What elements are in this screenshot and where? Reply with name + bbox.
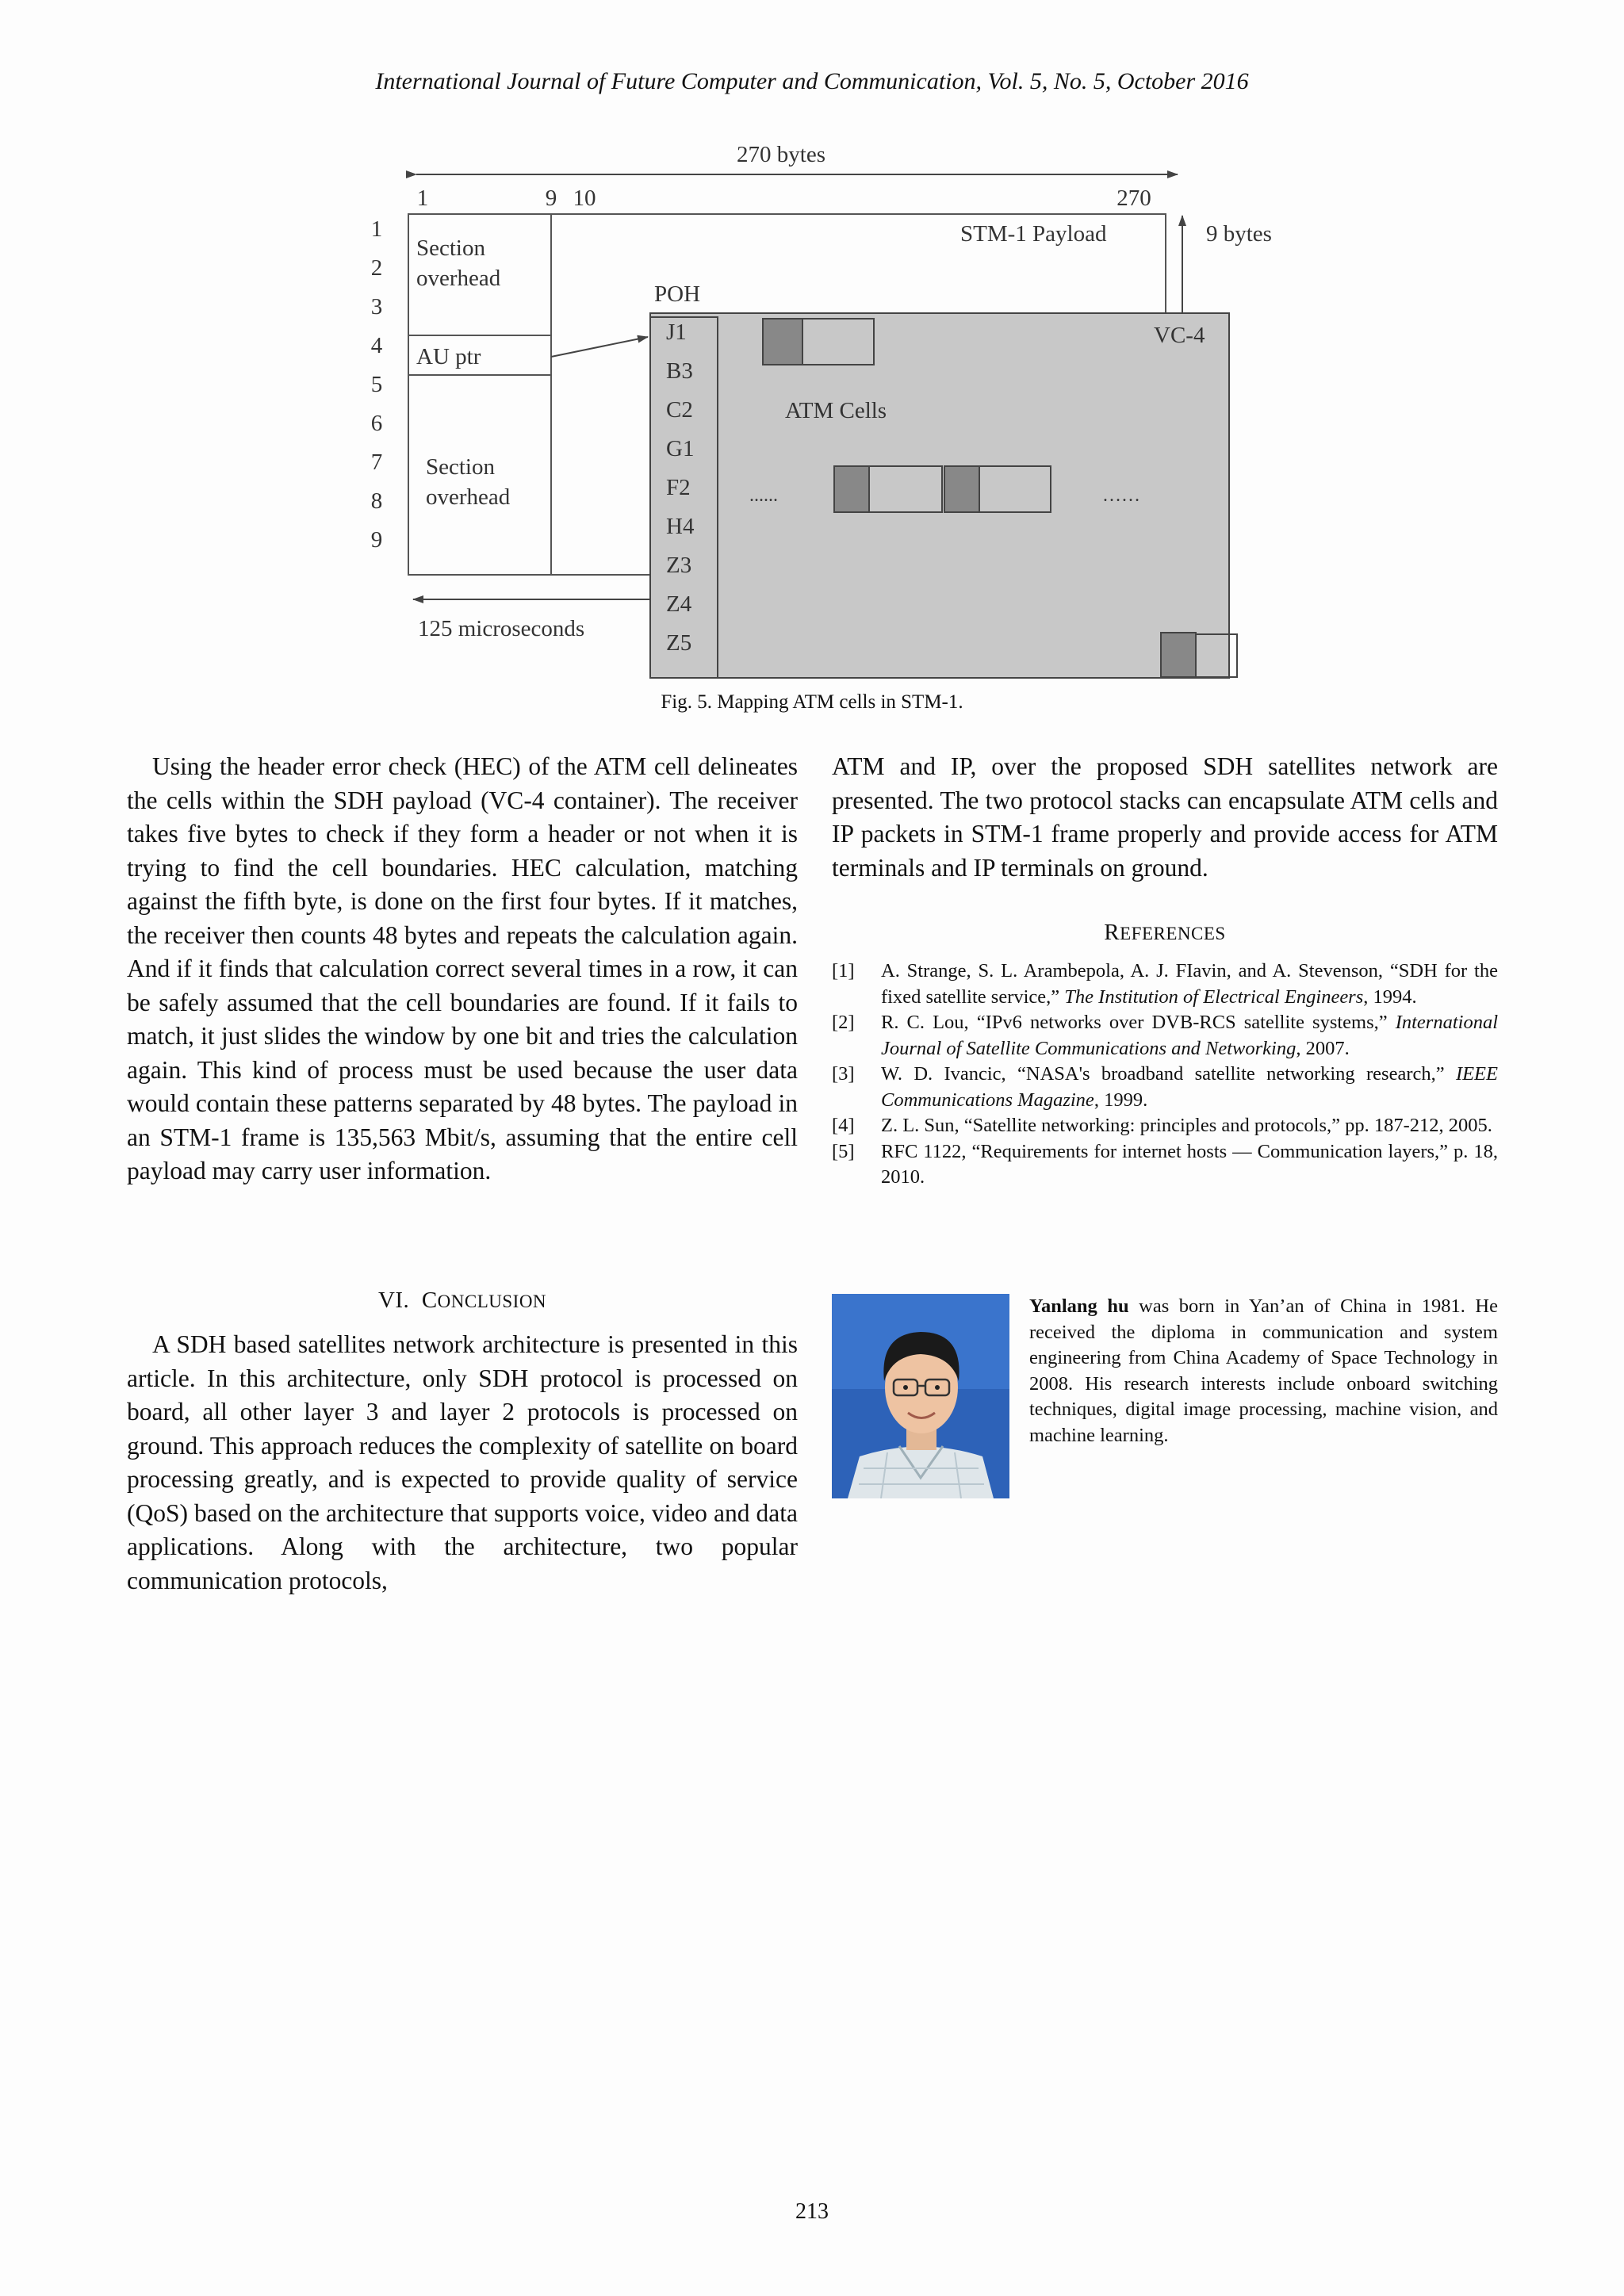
- section-number: VI.: [377, 1288, 410, 1313]
- reference-text: W. D. Ivancic, “NASA's broadband satellite networking research,”: [881, 1063, 1456, 1085]
- vc4-container: [650, 313, 1229, 678]
- poh-byte-label: F2: [666, 475, 691, 500]
- poh-byte-label: G1: [666, 436, 695, 461]
- page-number: 213: [795, 2199, 829, 2224]
- reference-source: International Journal of Satellite Communications and Networking: [881, 1012, 1498, 1059]
- row-label: 7: [370, 450, 383, 475]
- row-label: 9: [370, 527, 383, 553]
- poh-byte-label: C2: [666, 397, 693, 423]
- reference-item: [832, 1139, 1498, 1191]
- row-label: 5: [370, 372, 383, 397]
- conclusion-paragraph: A SDH based satellites network architecture is presented in this article. In this architecture, only SDH protocol is processed on board, all other layer 3 and layer 2 protocols is processed on ground. This approach reduces the complexity of satellite on board processing greatly, and is expected to provide quality of service (QoS) based on the architecture that supports voice, video and data applications. Along with the architecture, two popular communication protocols,: [127, 1330, 798, 1594]
- reference-year: , 1994.: [1363, 985, 1417, 1008]
- section-heading: [127, 1288, 798, 1314]
- author-bio-text: was born in Yan’an of China in 1981. He received the diploma in communication and system engineering from China Academy of Space Technology in 2008. His research interests include onboard switching techniques, digital image processing, machine vision, and machine learning.: [1029, 1295, 1498, 1446]
- reference-item: [832, 1062, 1498, 1113]
- section-overhead-bottom-2: overhead: [426, 484, 511, 510]
- reference-item: [832, 959, 1498, 1010]
- reference-text: RFC 1122, “Requirements for internet hosts — Communication layers,” p. 18, 2010.: [881, 1140, 1498, 1188]
- row-labels: [371, 216, 383, 553]
- poh-byte-label: Z5: [666, 630, 692, 656]
- reference-source: IEEE Communications Magazine: [881, 1063, 1498, 1111]
- dots-left: ......: [749, 485, 778, 506]
- poh-byte-label: Z3: [666, 553, 692, 578]
- row-label: 4: [370, 333, 383, 358]
- conclusion-body: [127, 1328, 798, 1598]
- reference-number: [4]: [832, 1115, 855, 1136]
- reference-source: The Institution of Electrical Engineers: [1064, 985, 1364, 1008]
- reference-text: A. Strange, S. L. Arambepola, A. J. FIavin, and A. Stevenson, “SDH for the fixed satellite service,”: [881, 960, 1498, 1008]
- author-photo: [832, 1294, 1009, 1498]
- section-overhead-top-1: Section: [416, 235, 485, 261]
- section-overhead-top-2: overhead: [416, 266, 501, 291]
- references-heading: [832, 920, 1498, 946]
- poh-byte-label: Z4: [666, 591, 692, 617]
- col-label-270: 270: [1116, 186, 1151, 211]
- stm-payload-label: STM-1 Payload: [960, 221, 1107, 247]
- reference-text: Z. L. Sun, “Satellite networking: principles and protocols,” pp. 187-212, 2005.: [881, 1115, 1492, 1136]
- au-ptr-label: AU ptr: [416, 344, 481, 369]
- row-label: 3: [370, 294, 383, 320]
- references-initial: R: [1104, 920, 1120, 945]
- col-label-10: 10: [573, 186, 596, 211]
- poh-bytes: [666, 320, 695, 656]
- section-overhead-bottom-1: Section: [426, 454, 495, 480]
- height-label: 9 bytes: [1206, 221, 1272, 247]
- section-title-initial: C: [421, 1288, 438, 1313]
- poh-byte-label: B3: [666, 358, 693, 384]
- references-rest: EFERENCES: [1120, 924, 1226, 943]
- width-label: 270 bytes: [737, 142, 825, 167]
- reference-text: R. C. Lou, “IPv6 networks over DVB-RCS satellite systems,”: [881, 1012, 1396, 1033]
- reference-year: , 1999.: [1094, 1089, 1148, 1111]
- right-column: [832, 750, 1498, 885]
- reference-year: , 2007.: [1296, 1037, 1350, 1059]
- conclusion-continued-paragraph: ATM and IP, over the proposed SDH satellites network are presented. The two protocol stacks can encapsulate ATM cells and IP packets in STM-1 frame properly and provide access for ATM terminals and IP terminals on ground.: [832, 752, 1498, 882]
- hec-paragraph: Using the header error check (HEC) of the ATM cell delineates the cells within the SDH payload (VC-4 container). The receiver takes five bytes to check if they form a header or not when it is trying to find the cell boundaries. HEC calculation, matching against the fifth byte, is done on the first four bytes. If it matches, the receiver then counts 48 bytes and repeats the calculation again. And if it finds that calculation correct several times in a row, it can be safely assumed that the cell boundaries are found. If it fails to match, it just slides the window by one bit and tries the calculation again. This kind of process must be used because the user data would contain these patterns separated by 48 bytes. The payload in an STM-1 frame is 135,563 Mbit/s, assuming that the entire cell payload may carry user information.: [127, 752, 798, 1184]
- author-name: Yanlang hu: [1029, 1295, 1129, 1317]
- reference-number: [2]: [832, 1012, 855, 1033]
- reference-item: [832, 1113, 1498, 1139]
- reference-number: [1]: [832, 960, 855, 982]
- row-label: 1: [370, 216, 383, 242]
- reference-number: [5]: [832, 1140, 855, 1162]
- left-column: [127, 750, 798, 1188]
- row-label: 6: [370, 411, 383, 436]
- row-label: 2: [370, 255, 383, 281]
- references-list: [832, 959, 1498, 1191]
- row-label: 8: [370, 488, 383, 514]
- figure-caption: Fig. 5. Mapping ATM cells in STM-1.: [661, 691, 963, 713]
- dots-right: ……: [1102, 485, 1140, 506]
- poh-byte-label: J1: [666, 320, 687, 345]
- reference-item: [832, 1010, 1498, 1062]
- stm1-mapping-figure: [361, 135, 1289, 682]
- duration-label: 125 microseconds: [418, 616, 585, 641]
- au-ptr-arrow: [551, 337, 648, 357]
- col-label-9: 9: [545, 186, 557, 211]
- atm-cells-label: ATM Cells: [785, 398, 887, 423]
- poh-label: POH: [654, 281, 701, 307]
- section-title-rest: ONCLUSION: [437, 1292, 547, 1311]
- reference-number: [3]: [832, 1063, 855, 1085]
- col-label-1: 1: [416, 186, 429, 211]
- journal-header: International Journal of Future Computer and Communication, Vol. 5, No. 5, October 2016: [375, 68, 1249, 94]
- vc4-label: VC-4: [1154, 323, 1205, 348]
- author-biography: [1029, 1294, 1498, 1448]
- poh-byte-label: H4: [666, 514, 695, 539]
